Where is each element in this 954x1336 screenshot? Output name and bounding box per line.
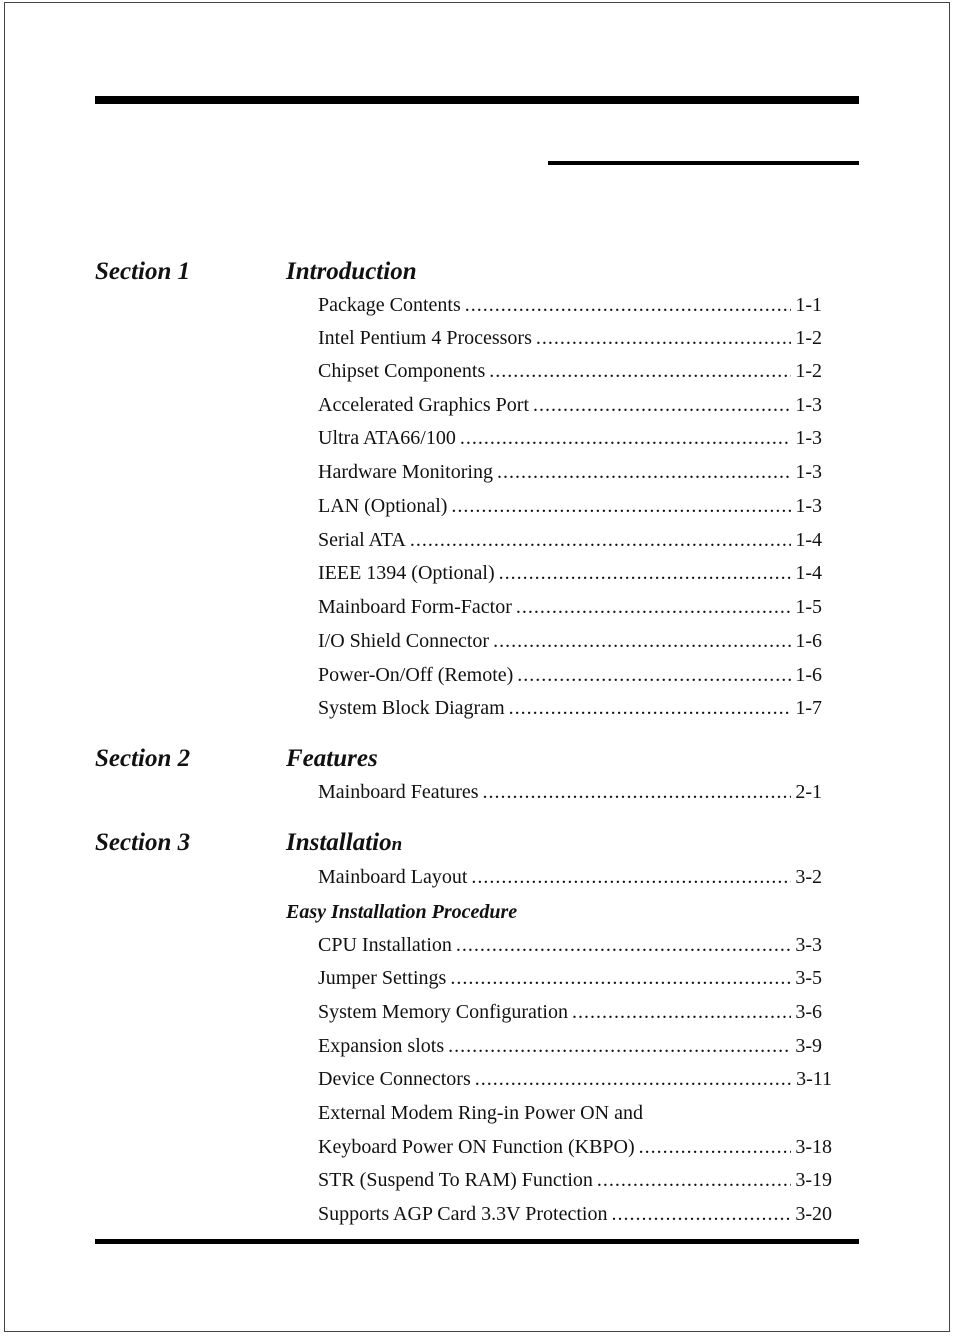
dot-leader [451,494,791,518]
toc-entry [318,663,822,687]
toc-page-number: 3-3 [795,934,822,956]
toc-entry-title: Accelerated Graphics Port [318,394,530,416]
toc-entry-title: Package Contents [318,294,461,316]
toc-entry [318,1067,832,1091]
dot-leader [483,780,792,804]
toc-page-number: 1-1 [795,294,822,316]
toc-entry-title: System Block Diagram [318,697,505,719]
header-rule-short [548,161,859,165]
section-1-title: Introduction [286,258,417,285]
toc-entry [318,460,822,484]
toc-page-number: 1-5 [795,596,822,618]
dot-leader [639,1135,792,1159]
toc-entry-title: Supports AGP Card 3.3V Protection [318,1203,608,1225]
toc-entry [318,1135,832,1159]
toc-entry-title: Power-On/Off (Remote) [318,664,514,686]
toc-entry-continued: External Modem Ring-in Power ON and [318,1102,643,1124]
toc-page-number: 1-3 [795,427,822,449]
toc-entry-title: Chipset Components [318,360,486,382]
toc-page-number: 3-5 [795,967,822,989]
toc-entry [318,696,822,720]
toc-entry-title: Hardware Monitoring [318,461,493,483]
toc-entry-title: LAN (Optional) [318,495,448,517]
header-rule-thick [95,96,859,104]
toc-entry-title: Intel Pentium 4 Processors [318,327,532,349]
subsection-heading: Easy Installation Procedure [286,901,518,923]
dot-leader [516,595,791,619]
dot-leader [475,1067,792,1091]
section-1-label: Section 1 [95,258,191,285]
toc-entry-title: System Memory Configuration [318,1001,568,1023]
toc-page-number: 1-7 [795,697,822,719]
dot-leader [410,528,791,552]
dot-leader [497,460,791,484]
toc-entry-title: Keyboard Power ON Function (KBPO) [318,1136,635,1158]
dot-leader [489,359,791,383]
toc-entry [318,1000,822,1024]
dot-leader [536,326,791,350]
toc-page-number: 1-3 [795,394,822,416]
toc-entry-title: Expansion slots [318,1035,445,1057]
toc-page-number: 1-3 [795,495,822,517]
toc-page-number: 1-6 [795,630,822,652]
dot-leader [509,696,792,720]
dot-leader [499,561,792,585]
dot-leader [448,1034,791,1058]
toc-entry [318,561,822,585]
toc-page-number: 3-20 [795,1203,832,1225]
toc-entry [318,595,822,619]
dot-leader [533,393,791,417]
section-3-label: Section 3 [95,829,191,856]
toc-entry [318,1168,832,1192]
toc-entry [318,494,822,518]
toc-entry-title: IEEE 1394 (Optional) [318,562,495,584]
dot-leader [460,426,791,450]
dot-leader [450,966,791,990]
dot-leader [572,1000,791,1024]
dot-leader [465,293,792,317]
toc-entry [318,1034,822,1058]
toc-entry [318,629,822,653]
toc-page-number: 3-2 [795,866,822,888]
toc-page-number: 3-19 [795,1169,832,1191]
toc-page-number: 1-2 [795,327,822,349]
toc-page-number: 3-9 [795,1035,822,1057]
dot-leader [597,1168,791,1192]
toc-entry-title: CPU Installation [318,934,452,956]
toc-entry [318,1202,832,1226]
section-3-title-tail: n [391,834,403,855]
toc-entry [318,966,822,990]
section-2-label: Section 2 [95,745,191,772]
toc-entry-title: Device Connectors [318,1068,471,1090]
toc-page-number: 1-4 [795,529,822,551]
toc-page-number: 3-11 [796,1068,832,1090]
section-3-title-main: Installatio [286,829,392,856]
toc-entry [318,359,822,383]
toc-entry [318,933,822,957]
toc-entry [318,426,822,450]
dot-leader [493,629,791,653]
toc-page-number: 3-6 [795,1001,822,1023]
toc-entry [318,326,822,350]
toc-page-number: 1-2 [795,360,822,382]
toc-entry-title: Ultra ATA66/100 [318,427,456,449]
section-3-title [286,830,402,855]
section-2-title: Features [286,745,378,772]
toc-page-number: 1-6 [795,664,822,686]
dot-leader [517,663,791,687]
toc-entry-title: Mainboard Form-Factor [318,596,512,618]
toc-page-number: 1-3 [795,461,822,483]
toc-page-number: 3-18 [795,1136,832,1158]
toc-entry [318,293,822,317]
dot-leader [456,933,791,957]
toc-entry [318,393,822,417]
toc-entry-title: Serial ATA [318,529,406,551]
toc-entry [318,865,822,889]
toc-entry-title: STR (Suspend To RAM) Function [318,1169,593,1191]
dot-leader [471,865,791,889]
toc-entry [318,528,822,552]
toc-entry-title: Mainboard Layout [318,866,468,888]
toc-page-number: 1-4 [795,562,822,584]
dot-leader [611,1202,791,1226]
toc-entry-title: Mainboard Features [318,781,479,803]
toc-entry-title: I/O Shield Connector [318,630,490,652]
toc-page-number: 2-1 [795,781,822,803]
toc-entry [318,780,822,804]
toc-entry-title: Jumper Settings [318,967,447,989]
footer-rule [95,1239,859,1244]
